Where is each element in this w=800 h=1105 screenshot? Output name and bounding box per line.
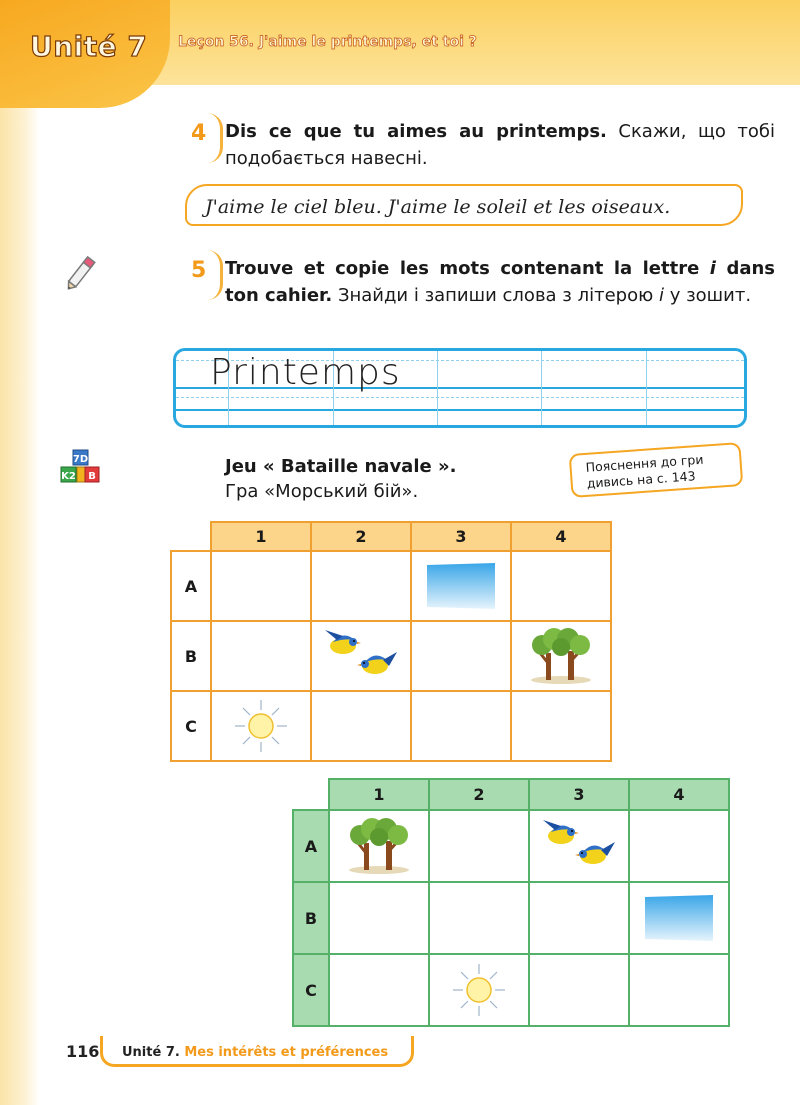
copy-word: Printemps bbox=[210, 352, 401, 393]
column-header: 4 bbox=[511, 522, 611, 551]
grid-cell bbox=[529, 882, 629, 954]
grid-cell bbox=[311, 691, 411, 761]
battleship-grid-orange bbox=[170, 521, 612, 762]
grid-cell bbox=[329, 954, 429, 1026]
trees-icon bbox=[526, 627, 596, 685]
grid-cell bbox=[629, 810, 729, 882]
game-note bbox=[569, 442, 744, 498]
grid-cell bbox=[429, 882, 529, 954]
grid-cell bbox=[211, 691, 311, 761]
grid-cell bbox=[311, 621, 411, 691]
column-header: 1 bbox=[329, 779, 429, 810]
exercise-4-text-uk: Скажи, що тобі подобається навесні. bbox=[225, 121, 775, 169]
exercise-5-number: 5 bbox=[185, 254, 219, 294]
trees-icon bbox=[344, 817, 414, 875]
column-header: 3 bbox=[529, 779, 629, 810]
grid-cell bbox=[629, 954, 729, 1026]
birds-icon bbox=[323, 628, 399, 684]
column-header: 4 bbox=[629, 779, 729, 810]
footer-unit: Unité 7. bbox=[122, 1045, 180, 1060]
grid-corner bbox=[171, 522, 211, 551]
sky-icon bbox=[425, 561, 497, 611]
exercise-4-number: 4 bbox=[185, 117, 219, 157]
grid-cell bbox=[329, 810, 429, 882]
unit-label: Unité 7 bbox=[30, 30, 148, 63]
grid-cell bbox=[211, 621, 311, 691]
exercise-5-text-uk-a: Знайди і запиши слова з літерою bbox=[332, 285, 659, 306]
exercise-5-instruction bbox=[225, 255, 775, 309]
exercise-5-title-fr-i: i bbox=[709, 258, 716, 279]
grid-corner bbox=[293, 779, 329, 810]
exercise-5-text-uk-b: у зошит. bbox=[664, 285, 752, 306]
pencil-icon bbox=[60, 248, 106, 294]
exercise-5-title-fr-b: dans ton cahier. bbox=[225, 258, 776, 306]
column-header: 1 bbox=[211, 522, 311, 551]
footer-title bbox=[122, 1045, 388, 1060]
column-header: 2 bbox=[311, 522, 411, 551]
grid-cell bbox=[429, 810, 529, 882]
blocks-icon bbox=[60, 448, 100, 488]
row-header: B bbox=[293, 882, 329, 954]
sun-icon bbox=[449, 960, 509, 1020]
grid-cell bbox=[629, 882, 729, 954]
sun-icon bbox=[231, 696, 291, 756]
row-header: A bbox=[293, 810, 329, 882]
game-title-uk: Гра «Морський бій». bbox=[225, 481, 419, 502]
svg-text:K2: K2 bbox=[61, 471, 76, 482]
game-note-line1: Пояснення до гри bbox=[585, 451, 704, 475]
footer-section-title: Mes intérêts et préférences bbox=[179, 1045, 389, 1060]
grid-cell bbox=[511, 551, 611, 621]
row-header: C bbox=[293, 954, 329, 1026]
grid-cell bbox=[411, 551, 511, 621]
exercise-5-title-fr-a: Trouve et copie les mots contenant la lettre bbox=[225, 258, 710, 279]
exercise-5-text-uk-i: i bbox=[658, 285, 664, 306]
page-margin-strip bbox=[0, 0, 40, 1105]
sky-icon bbox=[643, 893, 715, 943]
grid-cell bbox=[329, 882, 429, 954]
svg-text:B: B bbox=[88, 471, 96, 482]
game-title-fr: Jeu « Bataille navale ». bbox=[225, 456, 457, 477]
grid-cell bbox=[411, 621, 511, 691]
grid-cell bbox=[511, 621, 611, 691]
lesson-title: Leçon 56. J'aime le printemps, et toi ? bbox=[178, 34, 477, 50]
battleship-grid-green bbox=[292, 778, 730, 1027]
row-header: B bbox=[171, 621, 211, 691]
row-header: C bbox=[171, 691, 211, 761]
grid-cell bbox=[529, 810, 629, 882]
exercise-4-title-fr: Dis ce que tu aimes au printemps. bbox=[225, 121, 607, 142]
game-note-line2: дивись на с. 143 bbox=[586, 468, 696, 491]
grid-cell bbox=[511, 691, 611, 761]
row-header: A bbox=[171, 551, 211, 621]
svg-text:7D: 7D bbox=[72, 454, 89, 465]
grid-cell bbox=[311, 551, 411, 621]
grid-cell bbox=[211, 551, 311, 621]
page-number: 116 bbox=[66, 1042, 100, 1061]
game-title bbox=[225, 454, 456, 504]
column-header: 2 bbox=[429, 779, 529, 810]
column-header: 3 bbox=[411, 522, 511, 551]
grid-cell bbox=[411, 691, 511, 761]
grid-cell bbox=[429, 954, 529, 1026]
birds-icon bbox=[541, 818, 617, 874]
exercise-4-sample-bubble: J'aime le ciel bleu. J'aime le soleil et les oiseaux. bbox=[185, 184, 743, 226]
exercise-4-instruction bbox=[225, 118, 775, 172]
grid-cell bbox=[529, 954, 629, 1026]
